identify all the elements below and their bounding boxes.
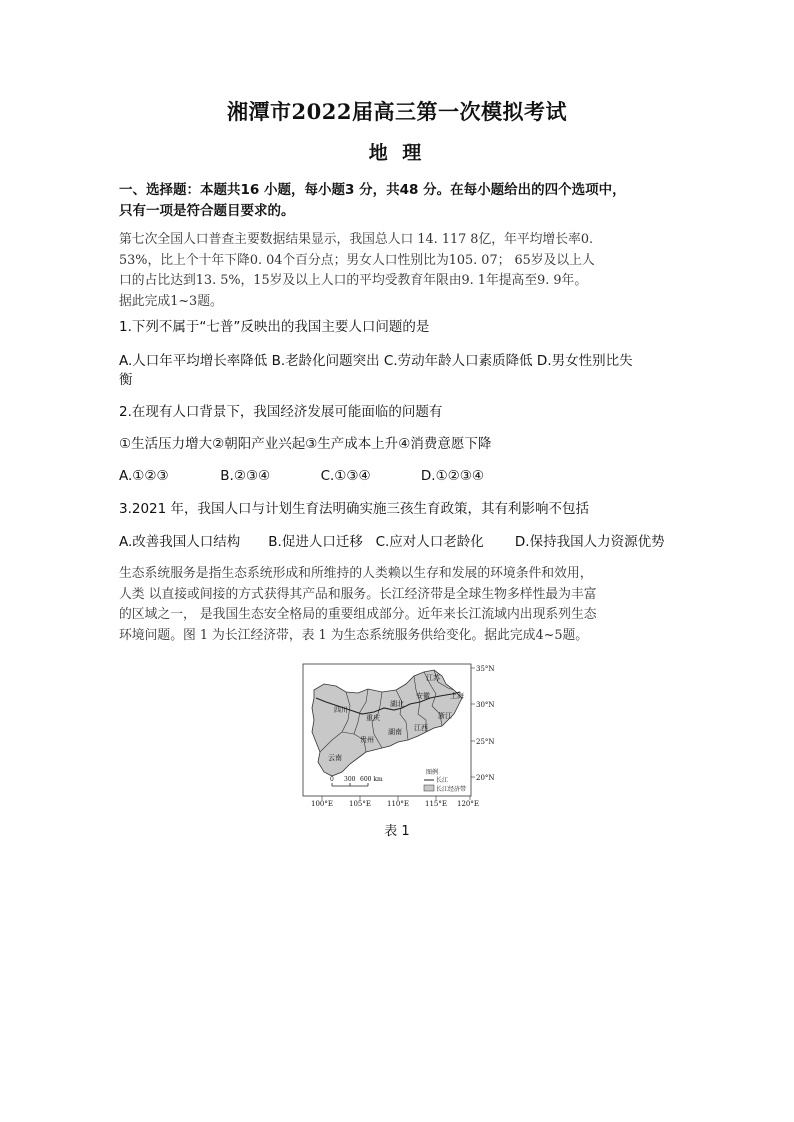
- province-label: 重庆: [366, 714, 380, 722]
- table-caption: 表 1: [384, 824, 410, 839]
- lat-label: 25°N: [476, 738, 495, 746]
- province-label: 安徽: [416, 692, 430, 700]
- legend-title: 图例: [426, 769, 439, 776]
- option-a: A.①②③: [119, 468, 169, 484]
- scale-label: 600 km: [360, 776, 383, 783]
- province-label: 湖南: [388, 728, 402, 736]
- legend-region-swatch: [424, 785, 434, 791]
- question-3-options: [119, 533, 665, 552]
- option-d: D.①②③④: [420, 468, 484, 484]
- lat-label: 35°N: [476, 665, 495, 673]
- province-label: 浙江: [438, 712, 452, 720]
- section-heading-line: 一、选择题：本题共16 小题，每小题3 分，共48 分。在每小题给出的四个选项中，: [119, 182, 626, 198]
- passage-line: 据此完成1~3题。: [119, 293, 223, 309]
- lat-label: 30°N: [476, 701, 495, 709]
- question-3-stem: 3.2021 年，我国人口与计划生育法明确实施三孩生育政策，其有利影响不包括: [119, 501, 590, 517]
- question-2-stem: 2.在现有人口背景下，我国经济发展可能面临的问题有: [119, 404, 443, 420]
- section-heading: [119, 180, 679, 222]
- province-label: 四川: [334, 706, 348, 714]
- legend-item: 长江: [436, 777, 449, 784]
- province-label: 贵州: [360, 736, 374, 744]
- passage-line: 的区域之一， 是我国生态安全格局的重要组成部分。近年来长江流域内出现系列生态: [119, 607, 597, 622]
- passage-ecosystem: [119, 564, 677, 646]
- passage-line: 人类 以直接或间接的方式获得其产品和服务。长江经济带是全球生物多样性最为丰富: [119, 586, 597, 602]
- question-2-items: ①生活压力增大②朝阳产业兴起③生产成本上升④消费意愿下降: [119, 436, 492, 452]
- yangtze-economic-belt-map: [302, 662, 498, 807]
- options-line: 衡: [119, 372, 133, 388]
- options-line: A.人口年平均增长率降低 B.老龄化问题突出 C.劳动年龄人口素质降低 D.男女性别比失: [119, 353, 633, 369]
- province-label: 湖北: [390, 700, 404, 708]
- lon-label: 105°E: [349, 800, 371, 807]
- option-d: D.保持我国人力资源优势: [514, 534, 665, 550]
- passage-population: [119, 230, 677, 312]
- longitude-labels: [311, 800, 479, 807]
- latitude-labels: [476, 665, 495, 782]
- province-label: 江苏: [426, 674, 440, 682]
- section-heading-line: 只有一项是符合题目要求的。: [119, 203, 295, 219]
- passage-line: 第七次全国人口普查主要数据结果显示，我国总人口 14. 117 8亿，年平均增长率0.: [119, 232, 594, 247]
- passage-line: 口的占比达到13. 5%，15岁及以上人口的平均受教育年限由9. 1年提高至9. 9年。: [119, 273, 588, 288]
- option-c: C.①③④: [320, 468, 371, 484]
- lon-label: 120°E: [457, 800, 479, 807]
- province-label: 云南: [328, 754, 342, 762]
- lon-label: 110°E: [387, 800, 409, 807]
- option-c: C.应对人口老龄化: [375, 534, 484, 550]
- passage-line: 53%，比上个十年下降0. 04个百分点；男女人口性别比为105. 07； 65岁及以上人: [119, 252, 595, 268]
- passage-line: 环境问题。图 1 为长江经济带，表 1 为生态系统服务供给变化。据此完成4~5题。: [119, 627, 589, 643]
- province-label: 江西: [414, 724, 428, 732]
- province-label: 上海: [450, 692, 464, 700]
- lat-label: 20°N: [476, 774, 495, 782]
- scale-label: 0: [330, 776, 334, 783]
- lon-label: 115°E: [425, 800, 447, 807]
- scale-label: 300: [344, 776, 356, 783]
- question-1-options: [119, 352, 679, 390]
- option-b: B.促进人口迁移: [268, 534, 363, 550]
- subject-title: 地 理: [368, 142, 426, 164]
- passage-line: 生态系统服务是指生态系统形成和所维持的人类赖以生存和发展的环境条件和效用，: [119, 566, 593, 581]
- legend-item: 长江经济带: [436, 786, 467, 793]
- question-2-options: [119, 467, 484, 486]
- lon-label: 100°E: [311, 800, 333, 807]
- exam-title: 湘潭市2022届高三第一次模拟考试: [227, 99, 567, 124]
- option-a: A.改善我国人口结构: [119, 534, 241, 550]
- option-b: B.②③④: [220, 468, 271, 484]
- question-1-stem: 1.下列不属于“七普”反映出的我国主要人口问题的是: [119, 319, 430, 335]
